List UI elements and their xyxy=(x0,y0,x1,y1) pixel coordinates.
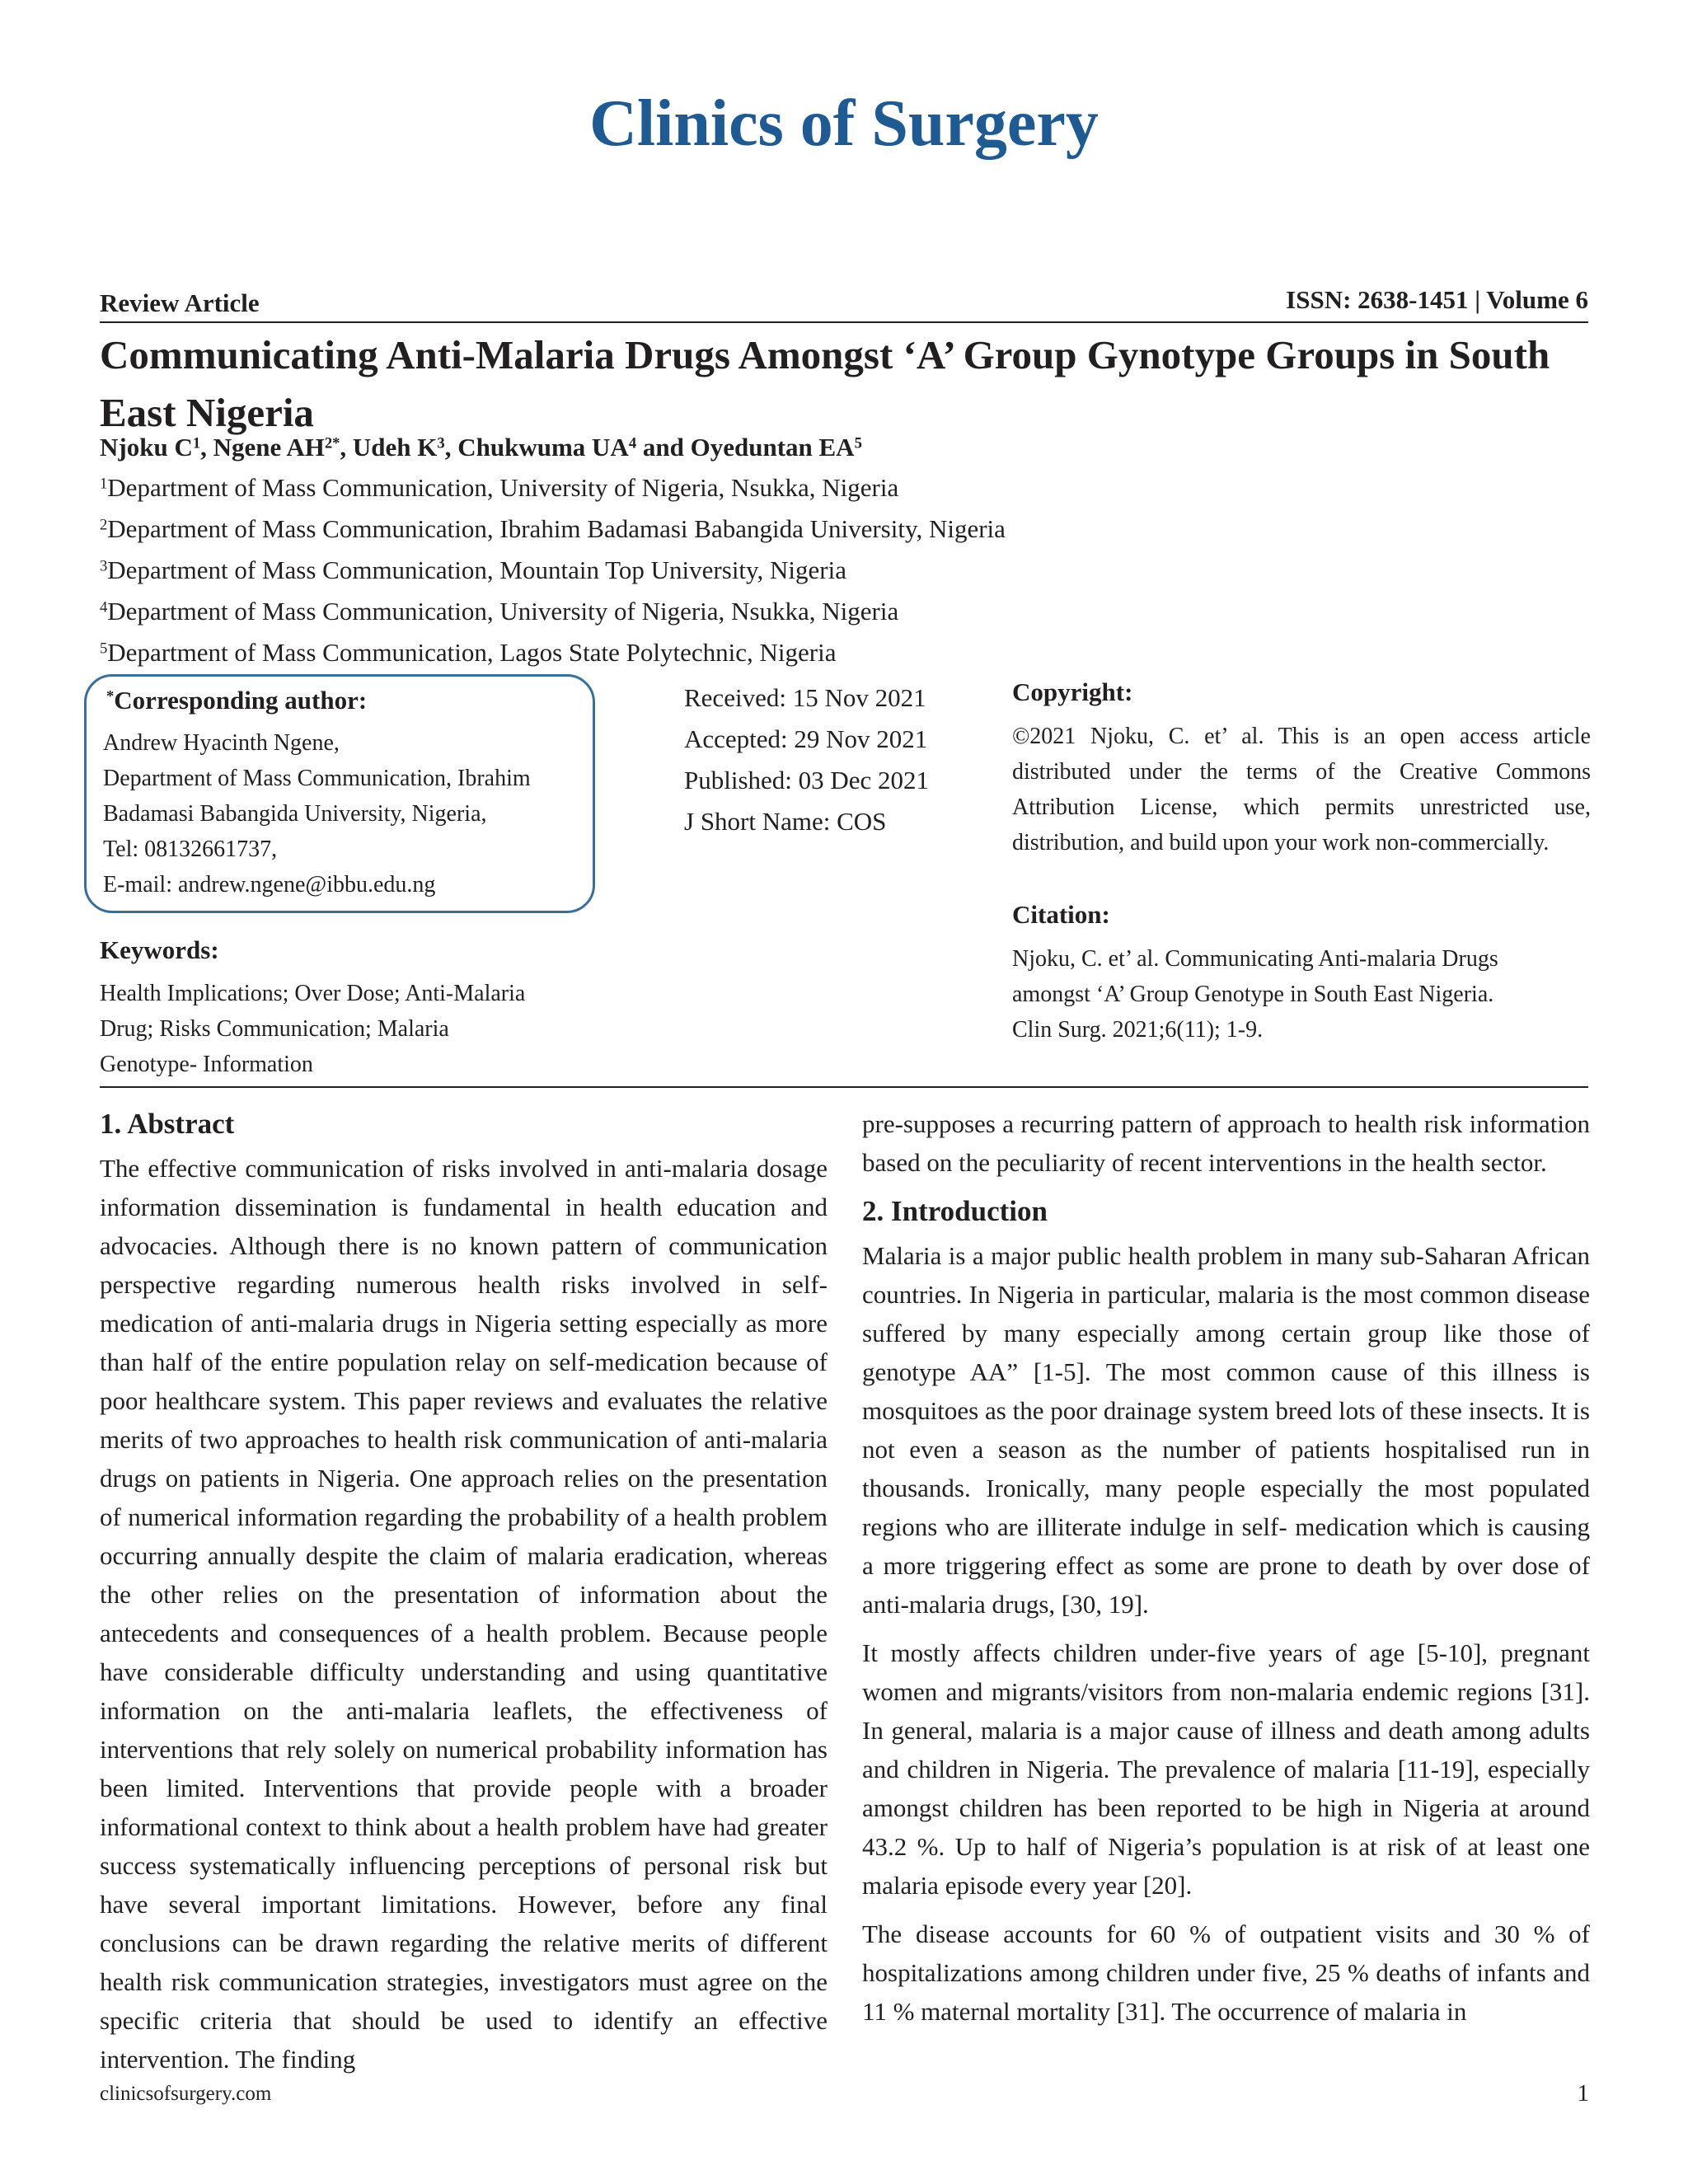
citation-text xyxy=(1012,941,1498,1047)
introduction-heading: 2. Introduction xyxy=(862,1195,1048,1227)
left-column xyxy=(100,1104,828,2088)
affiliation: $^1$Department of Mass Communication, University of Nigeria, Nsukka, Nigeria xyxy=(100,473,899,502)
affiliation: $^5$Department of Mass Communication, Lagos State Polytechnic, Nigeria xyxy=(100,638,837,667)
citation-line: Njoku, C. et’ al. Communicating Anti-malaria Drugs xyxy=(1012,946,1498,972)
published-date: Published: 03 Dec 2021 xyxy=(684,766,930,794)
article-title: Communicating Anti-Malaria Drugs Amongst ‘A’ Group Gynotype Groups in South East Nigeria xyxy=(100,332,1550,435)
citation-heading: Citation: xyxy=(1012,900,1110,929)
author: Ngene $AH^{2*}$, xyxy=(213,433,353,462)
page-number: 1 xyxy=(1577,2080,1589,2107)
issn-volume: ISSN: 2638-1451 | Volume 6 xyxy=(1286,285,1588,314)
copyright-text: ©2021 Njoku, C. et’ al. This is an open access article distributed under the terms of the Creative Commons Attribution License, which permits unrestricted use, distribution, and build upon your work non-commercially. xyxy=(1012,724,1591,855)
author: Chukwuma $UA^4$ and xyxy=(457,433,691,462)
accepted-date: Accepted: 29 Nov 2021 xyxy=(684,724,928,753)
citation-line: amongst ‘A’ Group Genotype in South East Nigeria. xyxy=(1012,982,1494,1007)
author: Udeh $K^3$, xyxy=(352,433,458,462)
abstract-continuation: pre-supposes a recurring pattern of approach to health risk information based on the peculiarity of recent interventions in the health sector. xyxy=(862,1109,1590,1177)
abstract-text: The effective communication of risks involved in anti-malaria dosage information dissemination is fundamental in health education and advocacies. Although there is no known pattern of communication perspective regarding numerous health risks involved in self-medication of anti-malaria drugs in Nigeria setting especially as more than half of the entire population relay on self-medication because of poor healthcare system. This paper reviews and evaluates the relative merits of two approaches to health risk communication of anti-malaria drugs on patients in Nigeria. One approach relies on the presentation of numerical information regarding the probability of a health problem occurring annually despite the claim of malaria eradication, whereas the other relies on the presentation of information about the antecedents and consequences of a health problem. Because people have considerable difficulty understanding and using quantitative information on the anti-malaria leaflets, the effectiveness of interventions that rely solely on numerical probability information has been limited. Interventions that provide people with a broader informational context to think about a health problem have had greater success systematically influencing perceptions of personal risk but have several important limitations. However, before any final conclusions can be drawn regarding the relative merits of different health risk communication strategies, investigators must agree on the specific criteria that should be used to identify an effective intervention. The finding xyxy=(100,1154,828,2074)
keywords-line: Genotype- Information xyxy=(100,1052,313,1077)
keywords-line: Health Implications; Over Dose; Anti-Malaria xyxy=(100,981,526,1006)
introduction-paragraph: The disease accounts for 60 % of outpatient visits and 30 % of hospitalizations among children under five, 25 % deaths of infants and 11 % maternal mortality [31]. The occurrence of malaria in xyxy=(862,1919,1590,2026)
body-rule xyxy=(100,1086,1588,1088)
received-date: Received: 15 Nov 2021 xyxy=(684,683,926,712)
author: Oyeduntan $EA^5$ xyxy=(690,433,862,462)
author: Njoku $C^1$, xyxy=(100,433,213,462)
journal-short-name: J Short Name: COS xyxy=(684,807,887,836)
corresponding-phone: Tel: 08132661737, xyxy=(103,837,278,862)
abstract-heading: 1. Abstract xyxy=(100,1108,235,1140)
introduction-paragraph: Malaria is a major public health problem in many sub-Saharan African countries. In Nigeria in particular, malaria is the most common disease suffered by many especially among certain group like those of genotype AA” [1-5]. The most common cause of this illness is mosquitoes as the poor drainage system breed lots of these insects. It is not even a season as the number of patients hospitalised run in thousands. Ironically, many people especially the most populated regions who are illiterate indulge in self- medication which is causing a more triggering effect as some are prone to death by over dose of anti-malaria drugs, [30, 19]. xyxy=(862,1241,1590,1619)
affiliations xyxy=(100,467,1006,673)
corresponding-email: E-mail: andrew.ngene@ibbu.edu.ng xyxy=(103,872,436,898)
keywords-list xyxy=(100,976,525,1082)
author-list xyxy=(100,433,862,462)
affiliation: $^2$Department of Mass Communication, Ibrahim Badamasi Babangida University, Nigeria xyxy=(100,514,1006,543)
header-rule xyxy=(100,321,1588,323)
corresponding-university: Badamasi Babangida University, Nigeria, xyxy=(103,801,487,827)
corresponding-author-heading: *Corresponding author: xyxy=(106,686,368,715)
affiliation: $^3$Department of Mass Communication, Mountain Top University, Nigeria xyxy=(100,555,846,584)
journal-title: Clinics of Surgery xyxy=(589,87,1099,160)
corresponding-author-details xyxy=(103,725,531,902)
footer-website: clinicsofsurgery.com xyxy=(100,2083,272,2105)
publication-dates xyxy=(684,677,929,842)
right-column xyxy=(862,1104,1590,2041)
corresponding-name: Andrew Hyacinth Ngene, xyxy=(103,730,340,756)
article-type: Review Article xyxy=(100,288,260,317)
affiliation: $^4$Department of Mass Communication, University of Nigeria, Nsukka, Nigeria xyxy=(100,597,899,626)
copyright-heading: Copyright: xyxy=(1012,677,1133,706)
citation-line: Clin Surg. 2021;6(11); 1-9. xyxy=(1012,1017,1264,1043)
keywords-heading: Keywords: xyxy=(100,935,219,964)
keywords-line: Drug; Risks Communication; Malaria xyxy=(100,1016,449,1042)
introduction-paragraph: It mostly affects children under-five years of age [5-10], pregnant women and migrants/visitors from non-malaria endemic regions [31]. In general, malaria is a major cause of illness and death among adults and children in Nigeria. The prevalence of malaria [11-19], especially amongst children has been reported to be high in Nigeria at around 43.2 %. Up to half of Nigeria’s population is at risk of at least one malaria episode every year [20]. xyxy=(862,1638,1590,1900)
corresponding-dept: Department of Mass Communication, Ibrahim xyxy=(103,766,531,791)
